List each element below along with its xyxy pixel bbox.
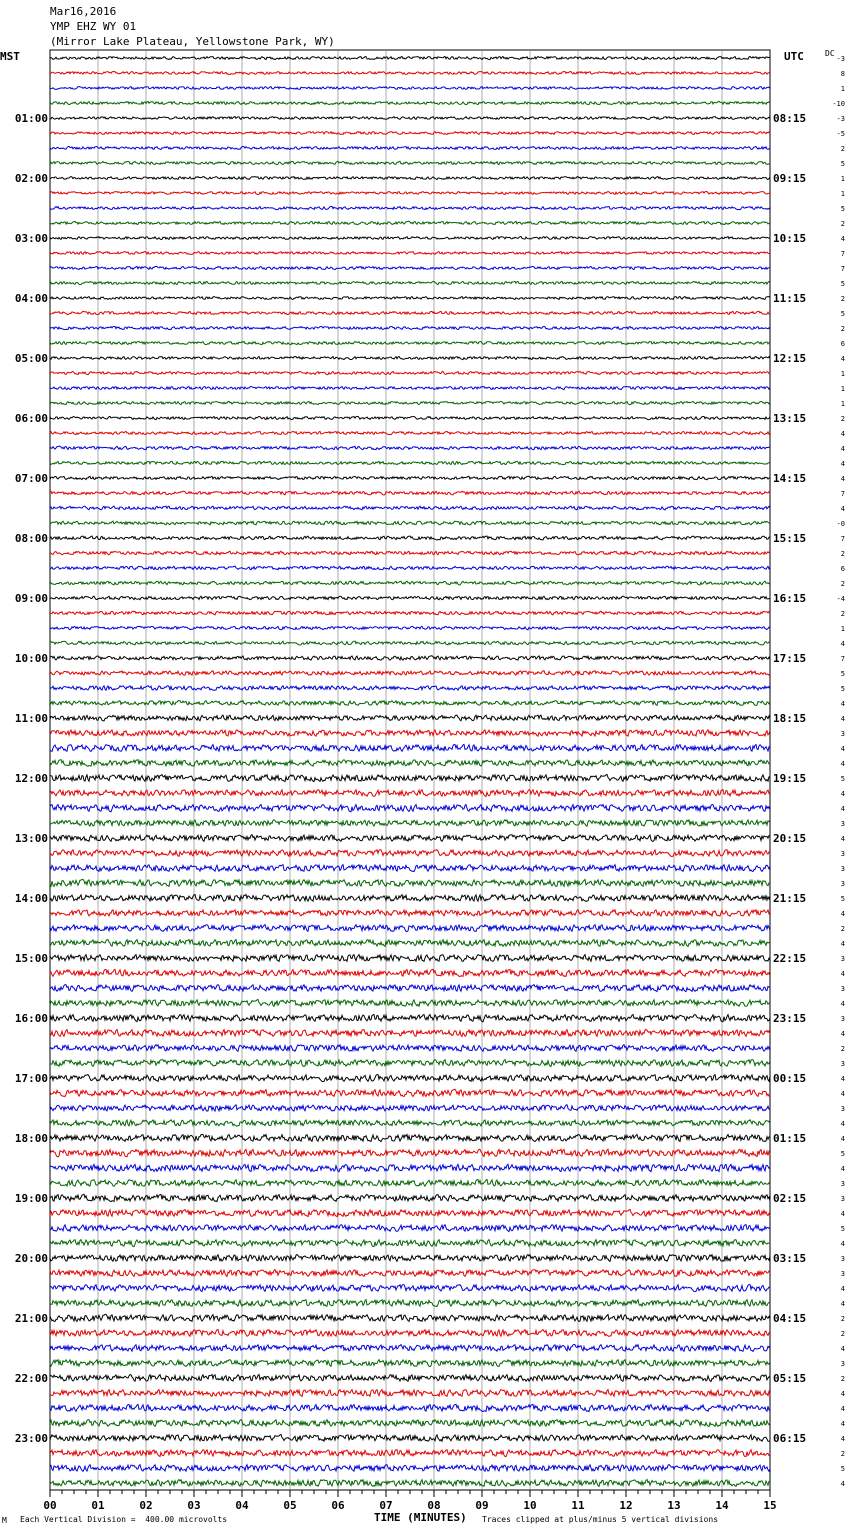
seismic-trace: [50, 1270, 770, 1277]
seismic-trace: [50, 1029, 770, 1036]
dc-offset-label: 3: [840, 1270, 845, 1278]
seismic-trace: [50, 132, 770, 135]
seismic-trace: [50, 760, 770, 767]
dc-offset-label: 4: [840, 1135, 845, 1143]
dc-offset-label: 2: [840, 1450, 845, 1458]
seismic-trace: [50, 177, 770, 180]
left-hour-label: 16:00: [14, 1012, 48, 1025]
seismic-trace: [50, 536, 770, 540]
seismic-trace: [50, 431, 770, 434]
x-axis-title: TIME (MINUTES): [374, 1511, 467, 1524]
seismic-trace: [50, 596, 770, 600]
x-tick-label: 06: [331, 1499, 345, 1512]
seismic-trace: [50, 476, 770, 479]
right-hour-label: 05:15: [773, 1372, 807, 1385]
seismic-trace: [50, 805, 770, 812]
right-hour-label: 22:15: [773, 952, 807, 965]
dc-offset-label: 4: [840, 475, 845, 483]
seismic-trace: [50, 161, 770, 164]
seismic-trace: [50, 1225, 770, 1232]
x-tick-label: 13: [667, 1499, 681, 1512]
left-hour-label: 21:00: [14, 1312, 48, 1325]
dc-offset-label: 4: [840, 805, 845, 813]
seismic-trace: [50, 611, 770, 615]
dc-offset-label: 7: [840, 535, 845, 543]
dc-offset-label: 5: [840, 670, 845, 678]
left-timezone-label: MST: [0, 50, 20, 63]
seismic-trace: [50, 985, 770, 992]
left-hour-label: 06:00: [14, 412, 48, 425]
seismic-trace: [50, 1075, 770, 1082]
dc-offset-label: 2: [840, 610, 845, 618]
seismic-trace: [50, 1120, 770, 1126]
dc-offset-label: 4: [840, 1390, 845, 1398]
seismic-trace: [50, 626, 770, 629]
seismic-trace: [50, 1360, 770, 1367]
left-hour-label: 05:00: [14, 352, 48, 365]
seismic-trace: [50, 266, 770, 269]
x-tick-label: 11: [571, 1499, 585, 1512]
dc-offset-label: 1: [840, 190, 845, 198]
seismic-trace: [50, 641, 770, 645]
dc-offset-label: 5: [840, 775, 845, 783]
seismic-trace: [50, 879, 770, 886]
dc-offset-label: 4: [840, 745, 845, 753]
seismic-trace: [50, 715, 770, 721]
seismic-trace: [50, 1045, 770, 1052]
seismic-trace: [50, 326, 770, 329]
seismic-trace: [50, 955, 770, 962]
dc-offset-label: 2: [840, 550, 845, 558]
dc-offset-label: 8: [840, 70, 845, 78]
station-location: (Mirror Lake Plateau, Yellowstone Park, WY): [50, 35, 335, 48]
right-hour-label: 21:15: [773, 892, 807, 905]
seismic-trace: [50, 117, 770, 120]
x-tick-label: 05: [283, 1499, 297, 1512]
dc-offset-label: 4: [840, 910, 845, 918]
left-hour-labels: [15, 112, 48, 1445]
seismic-trace: [50, 551, 770, 555]
seismic-trace: [50, 521, 770, 525]
minute-gridlines: [98, 50, 722, 1490]
dc-offset-label: 4: [840, 355, 845, 363]
dc-offset-label: 4: [840, 790, 845, 798]
seismic-trace: [50, 1285, 770, 1292]
dc-offset-label: -10: [832, 100, 845, 108]
seismic-trace: [50, 566, 770, 570]
dc-offset-label: 3: [840, 1180, 845, 1188]
dc-offset-label: 7: [840, 490, 845, 498]
x-tick-label: 02: [139, 1499, 153, 1512]
dc-offset-label: 4: [840, 1120, 845, 1128]
dc-offset-label: 1: [840, 85, 845, 93]
dc-offset-label: 6: [840, 565, 845, 573]
seismic-trace: [50, 101, 770, 104]
dc-offset-label: 3: [840, 850, 845, 858]
x-tick-label: 14: [715, 1499, 729, 1512]
dc-offset-label: 4: [840, 1075, 845, 1083]
dc-offset-label: -3: [836, 55, 845, 63]
seismic-trace: [50, 221, 770, 224]
dc-offset-label: 1: [840, 385, 845, 393]
left-hour-label: 17:00: [14, 1072, 48, 1085]
dc-offset-label: 5: [840, 685, 845, 693]
right-hour-label: 12:15: [773, 352, 807, 365]
seismic-trace: [50, 1375, 770, 1382]
dc-offset-label: -4: [836, 595, 845, 603]
seismic-trace: [50, 730, 770, 736]
dc-offset-label: 4: [840, 760, 845, 768]
seismic-trace: [50, 416, 770, 419]
right-hour-label: 20:15: [773, 832, 807, 845]
dc-offset-label: 5: [840, 1150, 845, 1158]
seismic-trace: [50, 491, 770, 495]
left-hour-label: 01:00: [14, 112, 48, 125]
dc-offset-label: 5: [840, 280, 845, 288]
left-hour-label: 15:00: [14, 952, 48, 965]
dc-offset-label: 5: [840, 160, 845, 168]
dc-offset-label: 4: [840, 715, 845, 723]
seismic-trace: [50, 925, 770, 932]
x-tick-label: 10: [523, 1499, 537, 1512]
dc-offset-label: 4: [840, 640, 845, 648]
seismic-trace: [50, 206, 770, 209]
dc-offset-label: 4: [840, 1420, 845, 1428]
x-tick-label: 09: [475, 1499, 489, 1512]
left-hour-label: 07:00: [14, 472, 48, 485]
dc-offset-label: 4: [840, 1405, 845, 1413]
dc-offset-label: 3: [840, 865, 845, 873]
seismic-trace: [50, 461, 770, 464]
seismic-trace: [50, 701, 770, 706]
dc-offset-label: 4: [840, 1345, 845, 1353]
seismic-trace: [50, 969, 770, 976]
dc-offset-label: 2: [840, 1315, 845, 1323]
dc-offset-label: 2: [840, 295, 845, 303]
seismic-trace: [50, 386, 770, 389]
seismic-trace: [50, 774, 770, 781]
dc-offset-label: 2: [840, 1375, 845, 1383]
seismic-trace: [50, 865, 770, 872]
seismic-trace: [50, 311, 770, 314]
left-hour-label: 09:00: [14, 592, 48, 605]
x-tick-label: 04: [235, 1499, 249, 1512]
seismic-trace: [50, 850, 770, 857]
seismic-trace: [50, 1149, 770, 1157]
x-tick-label: 15: [763, 1499, 777, 1512]
dc-offset-label: 3: [840, 985, 845, 993]
dc-offset-label: 4: [840, 1435, 845, 1443]
seismic-trace: [50, 356, 770, 359]
dc-offset-label: 4: [840, 1165, 845, 1173]
dc-offset-label: 6: [840, 340, 845, 348]
seismic-trace: [50, 1300, 770, 1307]
seismic-trace: [50, 297, 770, 300]
trace-group: [50, 56, 770, 1486]
right-hour-label: 03:15: [773, 1252, 807, 1265]
left-hour-label: 11:00: [14, 712, 48, 725]
dc-offset-label: 1: [840, 625, 845, 633]
left-hour-label: 08:00: [14, 532, 48, 545]
seismic-trace: [50, 281, 770, 284]
vertical-division-note: Each Vertical Division = 400.00 microvolts: [20, 1515, 228, 1524]
seismic-trace: [50, 910, 770, 917]
dc-offset-label: 4: [840, 1480, 845, 1488]
right-hour-label: 18:15: [773, 712, 807, 725]
seismic-trace: [50, 237, 770, 240]
dc-offset-label: 4: [840, 1000, 845, 1008]
dc-offset-label: 2: [840, 1330, 845, 1338]
right-hour-label: 01:15: [773, 1132, 807, 1145]
dc-offset-label: 7: [840, 655, 845, 663]
dc-offset-label: 3: [840, 1195, 845, 1203]
dc-offset-label: 1: [840, 175, 845, 183]
seismic-trace: [50, 1345, 770, 1352]
right-hour-label: 13:15: [773, 412, 807, 425]
dc-offset-label: 4: [840, 460, 845, 468]
seismic-trace: [50, 1164, 770, 1171]
seismic-trace: [50, 1089, 770, 1096]
dc-offset-label: 3: [840, 880, 845, 888]
dc-offset-label: 3: [840, 1015, 845, 1023]
x-tick-label: 07: [379, 1499, 393, 1512]
left-hour-label: 10:00: [14, 652, 48, 665]
dc-offset-label: 4: [840, 970, 845, 978]
seismic-trace: [50, 371, 770, 374]
dc-offset-label: 4: [840, 1240, 845, 1248]
dc-offset-label: 5: [840, 895, 845, 903]
seismic-trace: [50, 1390, 770, 1397]
right-hour-label: 09:15: [773, 172, 807, 185]
seismic-trace: [50, 581, 770, 585]
seismic-trace: [50, 1465, 770, 1472]
dc-offset-label: 2: [840, 1045, 845, 1053]
seismic-trace: [50, 744, 770, 751]
dc-offset-label: 2: [840, 145, 845, 153]
left-hour-label: 19:00: [14, 1192, 48, 1205]
plot-date: Mar16,2016: [50, 5, 117, 18]
dc-offset-label: 4: [840, 430, 845, 438]
seismic-trace: [50, 1194, 770, 1201]
right-hour-label: 04:15: [773, 1312, 807, 1325]
dc-offset-label: 3: [840, 730, 845, 738]
right-hour-label: 11:15: [773, 292, 807, 305]
right-hour-label: 15:15: [773, 532, 807, 545]
seismic-trace: [50, 1434, 770, 1441]
seismic-trace: [50, 1180, 770, 1187]
dc-offset-label: 3: [840, 820, 845, 828]
dc-offset-label: 3: [840, 955, 845, 963]
dc-offset-label: 3: [840, 1105, 845, 1113]
seismic-trace: [50, 1450, 770, 1457]
seismic-trace: [50, 56, 770, 59]
dc-offset-label: 3: [840, 1060, 845, 1068]
seismic-trace: [50, 192, 770, 195]
dc-offset-label: 4: [840, 235, 845, 243]
left-hour-label: 02:00: [14, 172, 48, 185]
seismic-trace: [50, 1329, 770, 1336]
dc-offset-label: 1: [840, 400, 845, 408]
dc-offset-label: -5: [836, 130, 845, 138]
dc-offset-label: -3: [836, 115, 845, 123]
dc-offset-label: 4: [840, 940, 845, 948]
seismic-trace: [50, 1105, 770, 1111]
seismic-trace: [50, 1480, 770, 1487]
dc-offset-label: 1: [840, 370, 845, 378]
left-hour-label: 03:00: [14, 232, 48, 245]
dc-offset-label: 3: [840, 1255, 845, 1263]
x-tick-label: 00: [43, 1499, 57, 1512]
seismic-trace: [50, 341, 770, 344]
dc-offset-label: 4: [840, 700, 845, 708]
seismic-trace: [50, 1420, 770, 1427]
left-hour-label: 13:00: [14, 832, 48, 845]
right-hour-label: 06:15: [773, 1432, 807, 1445]
seismic-trace: [50, 835, 770, 842]
x-tick-label: 03: [187, 1499, 201, 1512]
seismic-trace: [50, 1134, 770, 1141]
seismic-trace: [50, 1015, 770, 1022]
dc-offset-label: 5: [840, 205, 845, 213]
dc-offset-label: 5: [840, 1225, 845, 1233]
x-tick-label: 12: [619, 1499, 633, 1512]
seismic-trace: [50, 940, 770, 947]
dc-offset-labels: [832, 55, 845, 1488]
seismic-trace: [50, 894, 770, 901]
seismic-trace: [50, 146, 770, 149]
seismic-trace: [50, 87, 770, 90]
seismic-trace: [50, 656, 770, 660]
x-tick-label: 08: [427, 1499, 441, 1512]
dc-offset-label: 4: [840, 1300, 845, 1308]
right-hour-label: 17:15: [773, 652, 807, 665]
seismic-trace: [50, 72, 770, 75]
scale-mark: M: [2, 1516, 7, 1525]
seismic-trace: [50, 1255, 770, 1262]
x-tick-label: 01: [91, 1499, 105, 1512]
seismic-trace: [50, 671, 770, 676]
left-hour-label: 23:00: [14, 1432, 48, 1445]
dc-offset-label: 4: [840, 1030, 845, 1038]
dc-offset-label: 2: [840, 220, 845, 228]
right-timezone-label: UTC: [784, 50, 804, 63]
seismic-trace: [50, 820, 770, 826]
right-hour-label: 14:15: [773, 472, 807, 485]
seismic-trace: [50, 506, 770, 510]
right-hour-label: 16:15: [773, 592, 807, 605]
clip-note: Traces clipped at plus/minus 5 vertical divisions: [482, 1515, 719, 1524]
left-hour-label: 14:00: [14, 892, 48, 905]
seismic-trace: [50, 1404, 770, 1411]
right-hour-label: 08:15: [773, 112, 807, 125]
seismic-trace: [50, 999, 770, 1006]
dc-offset-label: 4: [840, 505, 845, 513]
seismic-trace: [50, 1314, 770, 1321]
left-hour-label: 04:00: [14, 292, 48, 305]
dc-offset-label: 7: [840, 250, 845, 258]
dc-offset-label: 3: [840, 1360, 845, 1368]
dc-offset-label: 5: [840, 1465, 845, 1473]
left-hour-label: 12:00: [14, 772, 48, 785]
seismic-trace: [50, 790, 770, 797]
seismic-trace: [50, 1240, 770, 1247]
left-hour-label: 18:00: [14, 1132, 48, 1145]
dc-offset-label: 5: [840, 310, 845, 318]
dc-offset-label: 2: [840, 325, 845, 333]
dc-offset-label: 2: [840, 580, 845, 588]
dc-offset-label: 4: [840, 1090, 845, 1098]
right-hour-label: 10:15: [773, 232, 807, 245]
x-axis: [43, 1490, 776, 1512]
seismic-trace: [50, 1209, 770, 1216]
dc-offset-label: 4: [840, 445, 845, 453]
right-hour-label: 19:15: [773, 772, 807, 785]
dc-offset-label: 2: [840, 925, 845, 933]
right-hour-label: 23:15: [773, 1012, 807, 1025]
left-hour-label: 20:00: [14, 1252, 48, 1265]
seismic-trace: [50, 1060, 770, 1067]
dc-offset-label: 4: [840, 1285, 845, 1293]
right-hour-labels: [773, 112, 806, 1445]
left-hour-label: 22:00: [14, 1372, 48, 1385]
seismic-trace: [50, 446, 770, 450]
seismic-trace: [50, 252, 770, 255]
right-hour-label: 00:15: [773, 1072, 807, 1085]
dc-offset-label: 7: [840, 265, 845, 273]
dc-column-label: DC: [825, 49, 835, 58]
dc-offset-label: -0: [836, 520, 845, 528]
dc-offset-label: 4: [840, 1210, 845, 1218]
seismic-trace: [50, 686, 770, 691]
right-hour-label: 02:15: [773, 1192, 807, 1205]
station-code: YMP EHZ WY 01: [50, 20, 137, 33]
dc-offset-label: 2: [840, 415, 845, 423]
dc-offset-label: 4: [840, 835, 845, 843]
seismic-trace: [50, 401, 770, 404]
